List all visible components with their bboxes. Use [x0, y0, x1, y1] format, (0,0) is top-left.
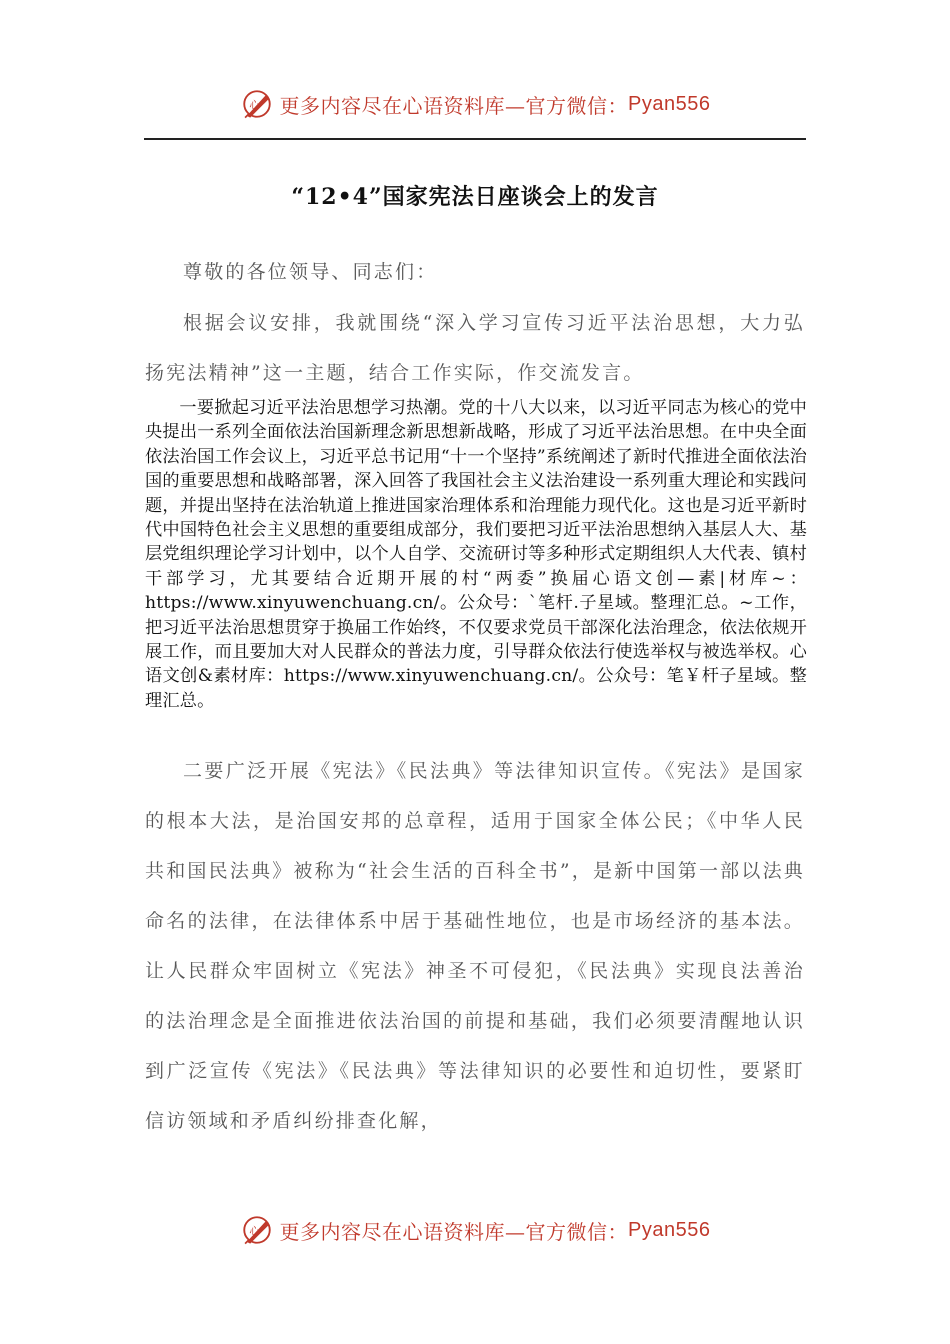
pen-logo-icon	[240, 87, 274, 121]
section-2-paragraph: 二要广泛开展《宪法》《民法典》等法律知识宣传。《宪法》是国家的根本大法，是治国安邦的总章程，适用于国家全体公民；《中华人民共和国民法典》被称为“社会生活的百科全书”，是新中国第一部以法典命名的法律，在法律体系中居于基础性地位，也是市场经济的基本法。让人民群众牢固树立《宪法》神圣不可侵犯，《民法典》实现良法善治的法治理念是全面推进依法治国的前提和基础，我们必须要清醒地认识到广泛宣传《宪法》《民法典》等法律知识的必要性和迫切性，要紧盯信访领域和矛盾纠纷排查化解，	[145, 760, 805, 1132]
header-banner	[0, 84, 950, 124]
footer-wechat-id: Pyan556	[628, 1218, 711, 1241]
svg-text:心: 心	[248, 100, 260, 112]
header-divider	[144, 138, 806, 140]
header-banner-text: 更多内容尽在心语资料库—官方微信：	[279, 93, 629, 118]
header-wechat-id: Pyan556	[628, 92, 711, 115]
document-title: “12•4”国家宪法日座谈会上的发言	[291, 184, 659, 210]
section-1-paragraph: 一要掀起习近平法治思想学习热潮。党的十八大以来，以习近平同志为核心的党中央提出一系列全面依法治国新理念新思想新战略，形成了习近平法治思想。在中央全面依法治国工作会议上，习近平总书记用“十一个坚持”系统阐述了新时代推进全面依法治国的重要思想和战略部署，深入回答了我国社会主义法治建设一系列重大理论和实践问题，并提出坚持在法治轨道上推进国家治理体系和治理能力现代化。这也是习近平新时代中国特色社会主义思想的重要组成部分，我们要把习近平法治思想纳入基层人大、基层党组织理论学习计划中，以个人自学、交流研讨等多种形式定期组织人大代表、镇村干部学习，尤其要结合近期开展的村“两委”换届心语文创—素|材库~：https://www.xinyuwenchuang.cn/。公众号：`笔杆.子星域。整理汇总。~工作，把习近平法治思想贯穿于换届工作始终，不仅要求党员干部深化法治理念，依法依规开展工作，而且要加大对人民群众的普法力度，引导群众依法行使选举权与被选举权。心语文创&素材库：https://www.xinyuwenchuang.cn/。公众号：笔￥杆子星域。整理汇总。	[145, 398, 807, 711]
svg-text:心: 心	[248, 1226, 260, 1238]
footer-banner-text: 更多内容尽在心语资料库—官方微信：	[279, 1219, 629, 1244]
greeting: 尊敬的各位领导、同志们：	[183, 261, 438, 283]
pen-logo-icon	[240, 1213, 274, 1247]
footer-banner	[0, 1210, 950, 1250]
intro-paragraph: 根据会议安排，我就围绕“深入学习宣传习近平法治思想，大力弘扬宪法精神”这一主题，结合工作实际，作交流发言。	[145, 312, 805, 384]
